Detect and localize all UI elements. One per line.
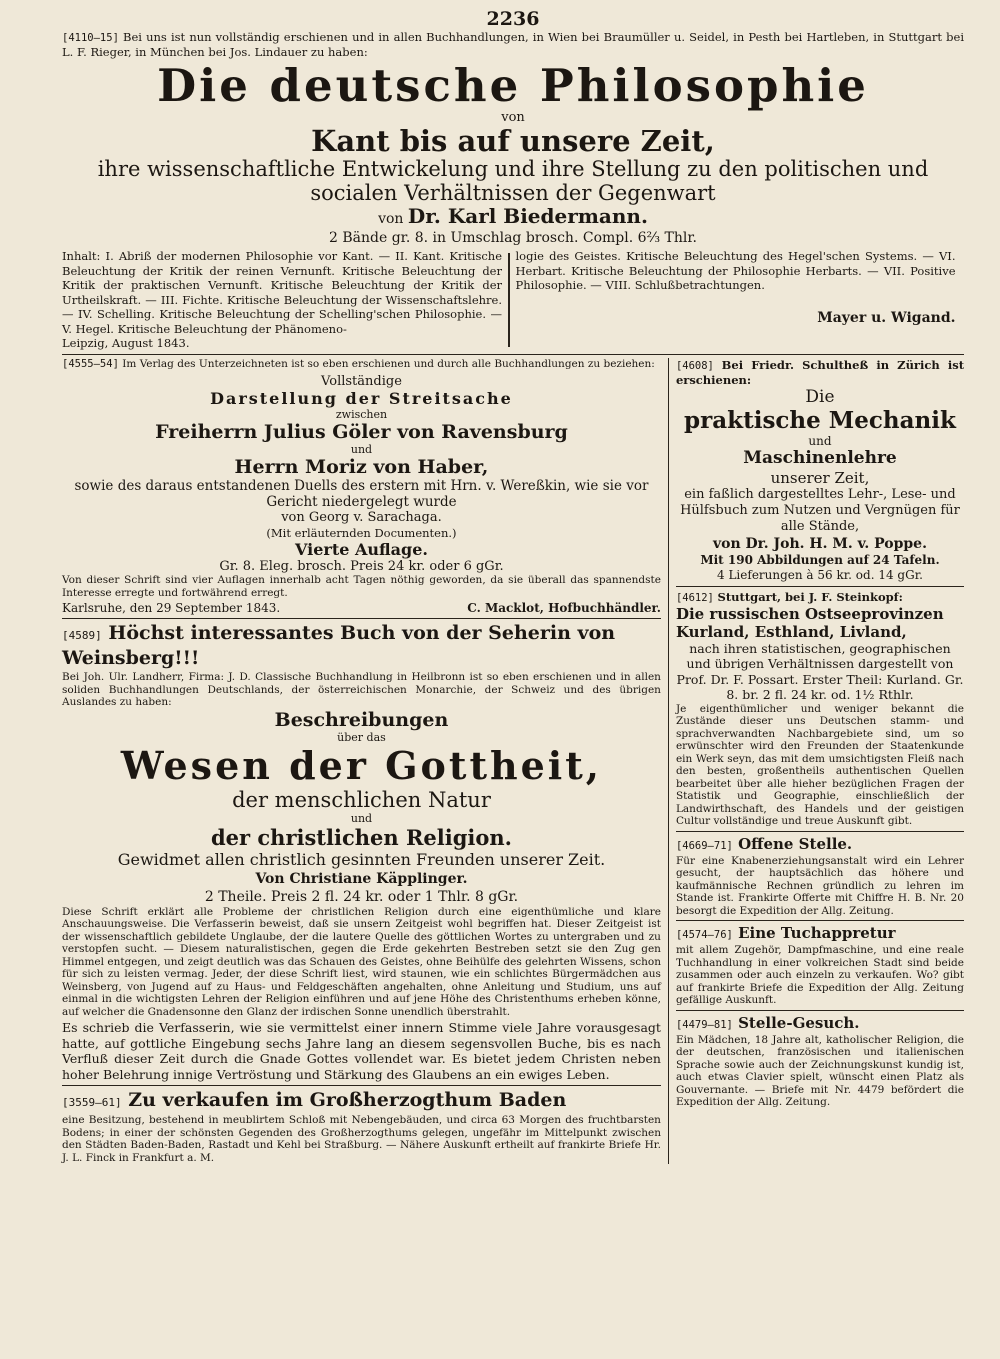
ad9-headline-line [676,1014,964,1034]
ad2-l1: Vollständige [321,374,402,389]
divider-1 [62,354,964,355]
ad3-l4: der menschlichen Natur [232,787,491,812]
ad-stelle-gesuch [676,1014,964,1109]
ad3-headline-line [62,622,661,669]
ad3-l9: 2 Theile. Preis 2 fl. 24 kr. oder 1 Thlr. 8 gGr. [204,888,519,905]
ad1-contents-left-text: Inhalt: I. Abriß der modernen Philosophie vor Kant. — II. Kant. Kritische Beleuchtung der Kritik der reinen Vernunft. Kritische Beleuchtung der Kritik der praktischen Vernunft. Kritische Beleuchtung der Kritik der Urtheilskraft. — III. Fichte. Kritische Beleuchtung der Wissenschaftslehre. — IV. Schelling. Kritische Beleuchtung der Schelling'schen Philosophie. — V. Hegel. Kritische Beleuchtung der Phänomeno- [62,249,502,336]
ad-baden [62,1089,661,1164]
ad2-signature [62,601,661,615]
ad1-contents-right-text: logie des Geistes. Kritische Beleuchtung des Hegel'schen Systems. — VI. Herbart. Kritische Beleuchtung der Philosophie Herbarts. — VII. Positive Philosophie. — VIII. Schlußbetrachtungen. [515,249,956,292]
divider-r1 [676,586,964,587]
ad4-headline-line [62,1089,661,1114]
divider-r3 [676,920,964,921]
ad6-title: Die russischen Ostseeprovinzen Kurland, Esthland, Livland, [675,604,944,641]
ad2-l10: Vierte Auflage. [295,540,428,559]
ad5-l4: Maschinenlehre [743,447,897,468]
ad6-intro-text: Stuttgart, bei J. F. Steinkopf: [717,589,903,604]
divider-3 [62,1085,661,1086]
ad-philosophie [62,30,964,351]
ad4-ref: [3559—61] [62,1096,122,1109]
divider-2 [62,618,661,619]
ad3-l3: Wesen der Gottheit, [120,742,603,788]
ad9-headline: Stelle-Gesuch. [738,1013,860,1032]
right-column [668,358,964,1165]
ad-tuchappretur [676,924,964,1007]
ad1-author: Dr. Karl Biedermann. [407,204,648,228]
ad5-l3: und [808,433,832,448]
ad2-l2: Darstellung der Streitsache [210,389,513,408]
ad9-body: Ein Mädchen, 18 Jahre alt, katholischer Religion, die der deutschen, französischen und italienischen Sprache sowie auch der Zeichnungskunst kundig ist, auch etwas Clavier spielt, wünscht einen Platz als Gouvernante. — Briefe mit Nr. 4479 befördert die Expedition der Allg. Zeitung. [675,1033,964,1108]
ad6-intro [676,590,964,605]
ad8-body: mit allem Zugehör, Dampfmaschine, und eine reale Tuchhandlung in einer volkreichen Stadt sind beide zusammen oder auch einzeln zu verkaufen. Wo? gibt auf frankirte Briefe die Expedition der Allg. Zeitung gefällige Auskunft. [675,944,964,1006]
ad1-contents-left [62,249,502,351]
ad1-von: von [501,110,525,125]
ad1-contents-right [516,249,956,351]
ad3-body2: Es schrieb die Verfasserin, wie sie vermittelst einer innern Stimme viele Jahre vorausgesagt hatte, auf gottliche Eingebung sechs Jahre lang an diesem segensvollen Buche, bis es nach Verfluß dieser Zeit durch die Gnade Gottes vollendet war. Es bietet jedem Christen neben hoher Belehrung innige Vertröstung und Stärkung des Glaubens an ein ewiges Leben. [62,1020,661,1082]
divider-r4 [676,1010,964,1011]
ad3-ref: [4589] [62,629,102,642]
ad1-contents [62,249,964,351]
ad7-headline: Offene Stelle. [738,834,853,853]
ad1-format: 2 Bände gr. 8. in Umschlag brosch. Compl. 6⅔ Thlr. [329,230,697,246]
ad3-headline: Höchst interessantes Buch von der Seherin von Weinsberg!!! [62,622,616,669]
ad8-ref: [4574—76] [675,929,733,941]
ad4-body: eine Besitzung, bestehend in meublirtem Schloß mit Nebengebäuden, und circa 63 Morgen des fruchtbarsten Bodens; in einer der schönsten Gegenden des Großherzogthums gelegen, ungefähr im Mittelpunkt zwischen den Städten Baden-Baden, Rastadt und Kehl bei Straßburg. — Nähere Auskunft ertheilt auf frankirte Briefe Hr. J. L. Finck in Frankfurt a. M. [62,1114,661,1164]
ad1-author-line [62,205,964,230]
ad7-body: Für eine Knabenerziehungsanstalt wird ein Lehrer gesucht, der hauptsächlich das höhere und kaufmännische Rechnen gründlich zu lehren im Stande ist. Frankirte Offerte mit Chiffre H. B. Nr. 20 besorgt die Expedition der Allg. Zeitung. [675,854,964,917]
divider-r2 [676,831,964,832]
ad6-body: Je eigenthümlicher und weniger bekannt die Zustände dieser uns Deutschen stamm- und sprachverwandten Nachbargebiete sind, um so erwünschter wird den Freunden der Staatenkunde ein Werk seyn, das mit dem umsichtigsten Fleiß nach den besten, großentheils authentischen Quellen bearbeitet über alle hieher bezüglichen Fragen der Statistik und Geographie, einschließlich der Landwirthschaft, des Handels und der geistigen Cultur vollständige und treue Auskunft gibt. [675,702,964,827]
ad2-sign: C. Macklot, Hofbuchhändler. [467,601,661,615]
ad5-l7: von Dr. Joh. H. M. v. Poppe. [713,535,927,552]
ad8-headline: Eine Tuchappretur [738,924,896,942]
ad6-l1: nach ihren statistischen, geographischen und übrigen Verhältnissen dargestellt von Prof. Dr. F. Possart. Erster Theil: Kurland. Gr. 8. br. 2 fl. 24 kr. od. 1½ Rthlr. [676,640,964,702]
ad5-intro-text: Bei Friedr. Schultheß in Zürich ist erschienen: [675,357,965,387]
ad2-l8: von Georg v. Sarachaga. [281,510,442,525]
ad3-l5: und [350,811,373,825]
page-number: 2236 [486,8,540,30]
ad1-divider [508,253,510,347]
ad5-l9: 4 Lieferungen à 56 kr. od. 14 gGr. [717,567,923,582]
ad3-l2: über das [337,730,386,744]
ad2-intro-text: Im Verlag des Unterzeichneten ist so eben erschienen und durch alle Buchhandlungen zu beziehen: [122,357,655,370]
ad5-l1: Die [805,386,835,407]
ad1-publisher: Mayer u. Wigand. [817,309,956,326]
ad9-ref: [4479—81] [675,1018,733,1031]
ad7-headline-line [676,835,964,855]
ad6-ref: [4612] [675,591,714,604]
ad2-l12: Von dieser Schrift sind vier Auflagen innerhalb acht Tagen nöthig geworden, da sie überall das spannendste Interesse erregte und fortwährend erregt. [62,574,661,599]
ad5-l2: praktische Mechanik [684,406,956,434]
ad3-l1: Beschreibungen [274,708,449,731]
ad2-l9: (Mit erläuternden Documenten.) [266,526,457,540]
ad1-ref: [4110—15] [62,32,119,44]
ad3-intro: Bei Joh. Ulr. Landherr, Firma: J. D. Classische Buchhandlung in Heilbronn ist so eben erschienen und in allen soliden Buchhandlungen Deutschlands, der österreichischen Monarchie, der Schweiz und des übrigen Auslandes zu haben: [62,671,661,708]
ad5-ref: [4608] [675,359,714,372]
ad5-l5: unserer Zeit, [770,468,870,487]
ad-streitsache [62,358,661,616]
ad2-l5: und [350,443,373,456]
ad1-intro-text: Bei uns ist nun vollständig erschienen und in allen Buchhandlungen, in Wien bei Braumüller u. Seidel, in Pesth bei Hartleben, in Stuttgart bei L. F. Rieger, in München bei Jos. Lindauer zu haben: [62,30,964,59]
columns [62,358,964,1165]
ad1-author-prefix: von [378,211,404,227]
ad-ostseeprovinzen [676,590,964,828]
ad2-l11: Gr. 8. Eleg. brosch. Preis 24 kr. oder 6 gGr. [219,559,504,574]
ad3-l8: Von Christiane Käpplinger. [255,870,468,887]
ad2-l7: sowie des daraus entstandenen Duells des erstern mit Hrn. v. Wereßkin, wie sie vor Gericht niedergelegt wurde [74,478,649,510]
ad2-place: Karlsruhe, den 29 September 1843. [62,601,281,615]
ad7-ref: [4669—71] [675,839,733,852]
ad4-headline: Zu verkaufen im Großherzogthum Baden [128,1089,567,1111]
ad2-l6: Herrn Moriz von Haber, [234,456,489,478]
ad3-l7: Gewidmet allen christlich gesinnten Freunden unserer Zeit. [117,849,606,869]
ad2-l4: Freiherrn Julius Göler von Ravensburg [155,421,568,443]
ad8-headline-line [676,924,964,944]
ad2-intro [62,358,661,371]
ad5-l6: ein faßlich dargestelltes Lehr-, Lese- und Hülfsbuch zum Nutzen und Vergnügen für alle Stände, [680,486,960,534]
ad5-l8: Mit 190 Abbildungen auf 24 Tafeln. [700,552,940,567]
ad1-place-date: Leipzig, August 1843. [62,336,190,350]
ad5-intro [676,358,964,387]
ad1-intro [62,30,964,59]
ad-seherin [62,622,661,1082]
ad3-body: Diese Schrift erklärt alle Probleme der christlichen Religion durch eine eigenthümliche und klare Anschauungsweise. Die Verfasserin beweist, daß sie unsern Zeitgeist wohl begriffen hat. Dieser Zeitgeist ist der wissenschaftlich gebildete Unglaube, der die lautere Quelle des göttlichen Wortes zu untergraben und zu verstopfen sucht. — Diesem naturalistischen, gegen die Erde gekehrten Bestreben setzt sie den Zug gen Himmel entgegen, und zeigt deutlich was das Schauen des Geistes, ohne Beihülfe des gelehrten Wissens, schon für sich zu leisten vermag. Jeder, der diese Schrift liest, wird staunen, wie ein schlichtes Bürgermädchen aus Weinsberg, von Jugend auf zu Haus- und Feldgeschäften angehalten, ohne Anleitung und Studium, uns auf einmal in die wichtigsten Lehren der Religion einführen und auf jene Höhe des Christenthums erheben könne, auf welcher die Gnadensonne den Glanz der irdischen Sonne unendlich überstrahlt. [62,905,661,1018]
ad3-l6: der christlichen Religion. [210,824,512,850]
ad1-subtitle: Kant bis auf unsere Zeit, [311,124,715,158]
ad2-ref: [4555—54] [62,357,119,370]
ad1-title: Die deutsche Philosophie [157,59,869,112]
left-column [62,358,661,1165]
ad-mechanik [676,358,964,583]
ad1-subtitle2: ihre wissenschaftliche Entwickelung und ihre Stellung zu den politischen und socialen Verhältnissen der Gegenwart [97,157,929,205]
ad-offene-stelle [676,835,964,918]
ad2-l3: zwischen [335,408,388,421]
